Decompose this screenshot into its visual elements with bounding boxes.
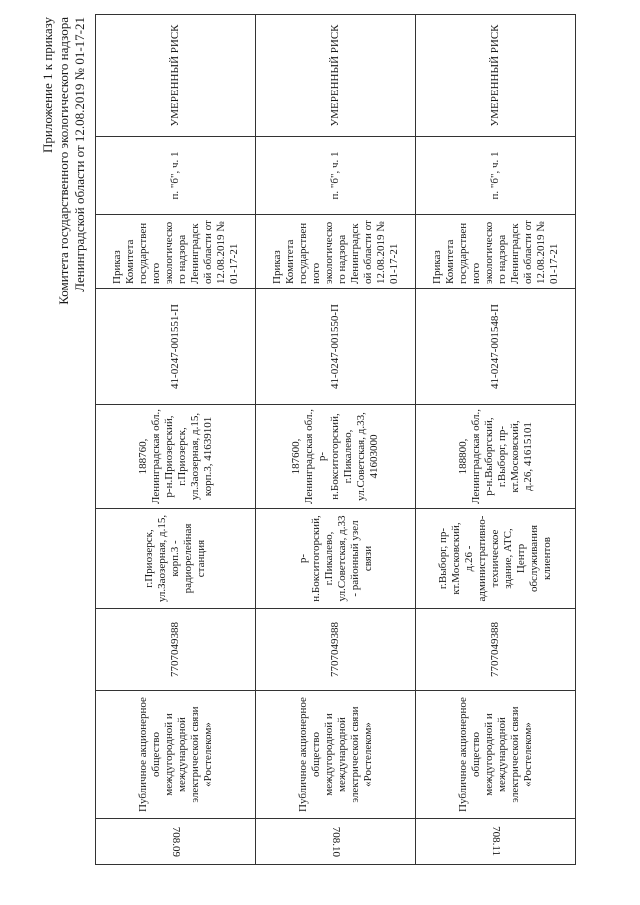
inn-cell: 7707049388: [256, 609, 416, 691]
row-number: 708.11: [490, 826, 502, 857]
row-number-cell: [256, 819, 416, 865]
object-code-cell: 41-0247-001548-П: [416, 289, 576, 405]
table-row: [256, 15, 416, 865]
object-cell: г.Выборг, пр-кт.Московский, д.26 - административно-техническое здание, АТС, Центр обслуживания клиентов: [416, 509, 576, 609]
risk-cell: УМЕРЕННЫЙ РИСК: [256, 15, 416, 137]
object-code-cell: 41-0247-001550-П: [256, 289, 416, 405]
table-row: [416, 15, 576, 865]
row-number: 708.10: [330, 826, 342, 857]
risk-cell: УМЕРЕННЫЙ РИСК: [416, 15, 576, 137]
registry-table: [95, 14, 576, 865]
object-cell: г.Приозерск, ул.Заозерная, д.15, корп.3 - радиорелейная станция: [96, 509, 256, 609]
address-cell: 187600, Ленинградская обл., р-н.Бокситогорский, г.Пикалево, ул.Советская, д.33, 41603000: [256, 405, 416, 509]
order-cell: Приказ Комитета государственного экологического надзора Ленинградской области от 12.08.2019 № 01-17-21: [96, 215, 256, 289]
inn-cell: 7707049388: [96, 609, 256, 691]
address-cell: 188760, Ленинградская обл., р-н.Приозерский, г.Приозерск, ул.Заозерная, д.15, корп.3, 41639101: [96, 405, 256, 509]
order-cell: Приказ Комитета государственного экологического надзора Ленинградской области от 12.08.2019 № 01-17-21: [416, 215, 576, 289]
header-line-3: Ленинградской области от 12.08.2019 № 01-17-21: [72, 17, 87, 292]
header-line-2: Комитета государственного экологического надзора: [56, 17, 71, 305]
order-cell: Приказ Комитета государственного экологического надзора Ленинградской области от 12.08.2019 № 01-17-21: [256, 215, 416, 289]
object-cell: р-н.Бокситогорский, г.Пикалево, ул.Советская, д.33 - районный узел связи: [256, 509, 416, 609]
object-code-cell: 41-0247-001551-П: [96, 289, 256, 405]
inn-cell: 7707049388: [416, 609, 576, 691]
organization-name-cell: Публичное акционерное общество междугородной и международной электрической связи «Ростелеком»: [256, 691, 416, 819]
row-number-cell: [96, 819, 256, 865]
table-row: [96, 15, 256, 865]
basis-cell: п. "б", ч. 1: [416, 137, 576, 215]
header-line-1: Приложение 1 к приказу: [40, 17, 55, 154]
basis-cell: п. "б", ч. 1: [96, 137, 256, 215]
organization-name-cell: Публичное акционерное общество междугородной и международной электрической связи «Ростелеком»: [416, 691, 576, 819]
basis-cell: п. "б", ч. 1: [256, 137, 416, 215]
row-number-cell: [416, 819, 576, 865]
document-header: [40, 17, 88, 905]
address-cell: 188800, Ленинградская обл., р-н.Выборгский, г.Выборг, пр-кт.Московский, д.26, 41615101: [416, 405, 576, 509]
row-number: 708.09: [170, 826, 182, 857]
organization-name-cell: Публичное акционерное общество междугородной и международной электрической связи «Ростелеком»: [96, 691, 256, 819]
risk-cell: УМЕРЕННЫЙ РИСК: [96, 15, 256, 137]
